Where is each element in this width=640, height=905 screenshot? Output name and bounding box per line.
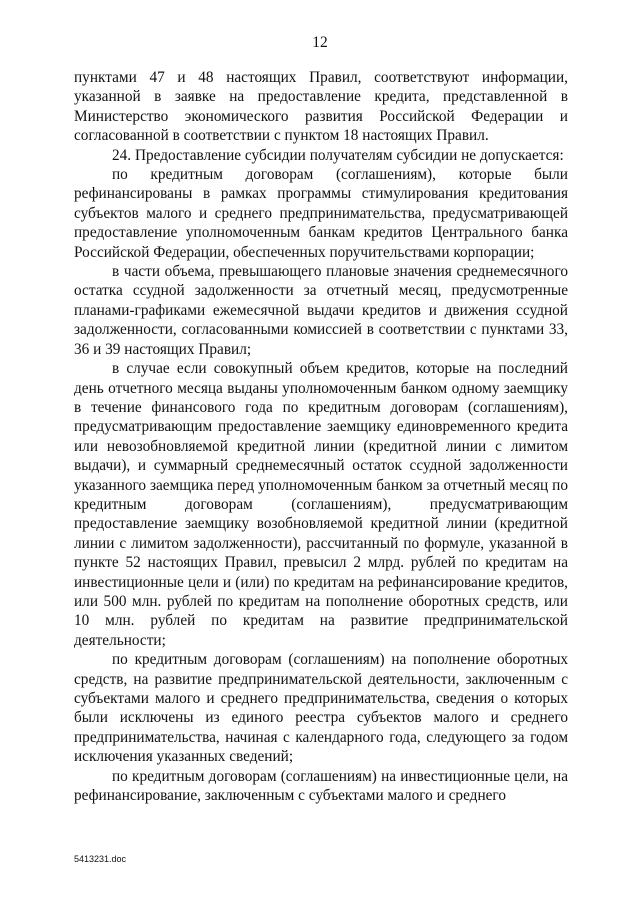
paragraph-total-volume: в случае если совокупный объем кредитов, которые на последний день отчетного месяца выданы уполномоченным банком одному заемщику в течение финансового года по кредитным договорам (соглашениям), предусматривающим предоставление заемщику единовременного кредита или невозобновляемой кредитной линии (кредитной линии с лимитом выдачи), и суммарный среднемесячный остаток ссудной задолженности указанного заемщика перед уполномоченным банком за отчетный месяц по кредитным договорам (соглашениям), предусматривающим предоставление заемщику возобновляемой кредитной линии (кредитной линии с лимитом задолженности), рассчитанный по формуле, указанной в пункте 52 настоящих Правил, превысил 2 млрд. рублей по кредитам на инвестиционные цели и (или) по кредитам на рефинансирование кредитов, или 500 млн. рублей по кредитам на пополнение оборотных средств, или 10 млн. рублей по кредитам на развитие предпринимательской деятельности; bbox=[74, 360, 568, 649]
paragraph-volume-excess: в части объема, превышающего плановые значения среднемесячного остатка ссудной задолженности за отчетный месяц, предусмотренные планами-графиками ежемесячной выдачи кредитов и движения ссудной задолженности, согласованными комиссией в соответствии с пунктами 33, 36 и 39 настоящих Правил; bbox=[74, 263, 568, 358]
document-body bbox=[74, 68, 568, 805]
page-number: 12 bbox=[312, 34, 328, 51]
paragraph-continuation: пунктами 47 и 48 настоящих Правил, соответствуют информации, указанной в заявке на предоставление кредита, представленной в Министерство экономического развития Российской Федерации и согласованной в соответствии с пунктом 18 настоящих Правил. bbox=[74, 69, 568, 145]
paragraph-item-24: 24. Предоставление субсидии получателям субсидии не допускается: bbox=[112, 146, 564, 164]
paragraph-excluded-from-registry: по кредитным договорам (соглашениям) на пополнение оборотных средств, на развитие предпринимательской деятельности, заключенным с субъектами малого и среднего предпринимательства, сведения о которых были исключены из единого реестра субъектов малого и среднего предпринимательства, начиная с календарного года, следующего за годом исключения указанных сведений; bbox=[74, 651, 568, 766]
paragraph-investment-loans: по кредитным договорам (соглашениям) на инвестиционные цели, на рефинансирование, заключенным с субъектами малого и среднего bbox=[74, 767, 568, 805]
document-footer-code: 5413231.doc bbox=[74, 854, 127, 864]
paragraph-refinanced-loans: по кредитным договорам (соглашениям), которые были рефинансированы в рамках программы стимулирования кредитования субъектов малого и среднего предпринимательства, предусматривающей предоставление уполномоченным банкам кредитов Центрального банка Российской Федерации, обеспеченных поручительствами корпорации; bbox=[74, 166, 568, 261]
